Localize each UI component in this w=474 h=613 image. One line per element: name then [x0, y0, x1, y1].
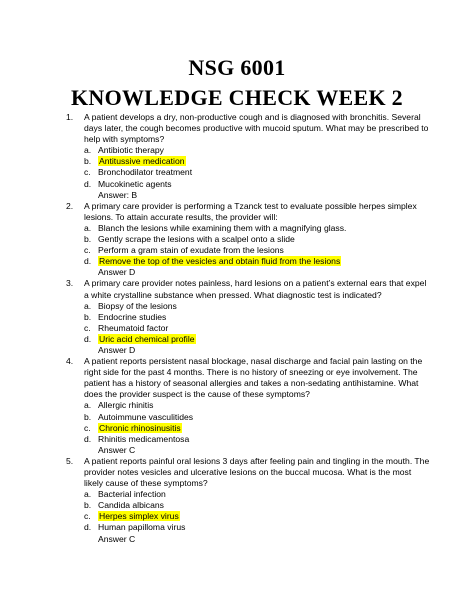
question-number: 5. [66, 455, 74, 466]
option-list [0, 489, 474, 533]
option-letter: c. [84, 167, 91, 178]
option-letter: b. [84, 500, 92, 511]
highlighted-option-text: Remove the top of the vesicles and obtain fluid from the lesions [99, 256, 341, 267]
question-item [0, 278, 474, 356]
answer-option [0, 156, 474, 167]
document-title: NSG 6001 [188, 55, 286, 80]
question-text: A patient reports painful oral lesions 3 days after feeling pain and tingling in the mouth. The provider notes vesicles and ulcerative lesions on the buccal mucosa. What is the most likely cause of these symptoms? [84, 455, 430, 489]
question-item [0, 201, 474, 279]
option-letter: d. [84, 256, 92, 267]
answer-option [0, 312, 474, 323]
answer-option [0, 234, 474, 245]
option-text: Perform a gram stain of exudate from the lesions [98, 245, 284, 256]
option-list [0, 400, 474, 444]
question-text: A patient reports persistent nasal blockage, nasal discharge and facial pain lasting on the right side for the past 4 months. There is no history of sneezing or eye involvement. The patient has a history of seasonal allergies and takes a non-sedating antihistamine. What does the provider suspect is the cause of these symptoms? [84, 356, 423, 400]
answer-key: Answer: B [98, 189, 138, 200]
question-list [0, 112, 474, 545]
question-number: 1. [66, 112, 74, 122]
option-letter: d. [84, 178, 92, 189]
option-letter: a. [84, 400, 92, 411]
option-text: Autoimmune vasculitides [98, 411, 194, 422]
option-letter: a. [84, 489, 92, 500]
option-letter: d. [84, 333, 92, 344]
option-text: Allergic rhinitis [98, 400, 154, 411]
option-letter: d. [84, 433, 92, 444]
answer-option [0, 323, 474, 334]
answer-option [0, 256, 474, 267]
highlighted-option-text: Antitussive medication [99, 156, 185, 167]
option-text: Mucokinetic agents [98, 178, 172, 189]
option-letter: b. [84, 311, 92, 322]
question-stem [0, 456, 474, 489]
option-text: Biopsy of the lesions [98, 300, 177, 311]
answer-option [0, 522, 474, 533]
answer-option [0, 400, 474, 411]
option-text: Candida albicans [98, 500, 164, 511]
option-letter: c. [84, 322, 91, 333]
option-letter: c. [84, 245, 91, 256]
answer-key: Answer C [98, 444, 136, 455]
option-list [0, 145, 474, 189]
question-stem [0, 278, 474, 300]
answer-option [0, 145, 474, 156]
answer-option [0, 223, 474, 234]
question-text: A primary care provider is performing a Tzanck test to evaluate possible herpes simplex lesions. To attain accurate results, the provider will: [84, 200, 417, 222]
option-letter: b. [84, 234, 92, 245]
highlighted-option-text: Herpes simplex virus [99, 511, 179, 522]
question-stem [0, 112, 474, 145]
option-letter: a. [84, 300, 92, 311]
question-text: A primary care provider notes painless, hard lesions on a patient’s external ears that expel a white crystalline substance when pressed. What diagnostic test is indicated? [84, 278, 427, 300]
question-number: 4. [66, 356, 74, 367]
answer-key: Answer C [98, 533, 136, 544]
option-text: Human papilloma virus [98, 522, 186, 533]
question-stem [0, 356, 474, 400]
answer-option [0, 412, 474, 423]
answer-option [0, 500, 474, 511]
option-letter: b. [84, 411, 92, 422]
option-letter: b. [84, 156, 92, 167]
question-number: 3. [66, 278, 74, 289]
answer-key: Answer D [98, 344, 136, 355]
question-number: 2. [66, 200, 74, 211]
option-text: Blanch the lesions while examining them with a magnifying glass. [98, 222, 347, 233]
answer-option [0, 245, 474, 256]
question-item [0, 112, 474, 201]
answer-option [0, 489, 474, 500]
answer-key: Answer D [98, 267, 136, 278]
answer-option [0, 511, 474, 522]
option-text: Rheumatoid factor [98, 322, 169, 333]
option-list [0, 223, 474, 267]
answer-option [0, 301, 474, 312]
question-item [0, 356, 474, 456]
option-letter: a. [84, 222, 92, 233]
option-letter: c. [84, 511, 91, 522]
option-letter: d. [84, 522, 92, 533]
answer-option [0, 179, 474, 190]
option-text: Bronchodilator treatment [98, 167, 193, 178]
option-text: Endocrine studies [98, 311, 167, 322]
question-text: A patient develops a dry, non-productive cough and is diagnosed with bronchitis. Several days later, the cough becomes productive with mucoid sputum. What may be prescribed to help with symptoms? [84, 112, 429, 145]
option-text: Rhinitis medicamentosa [98, 433, 190, 444]
answer-option [0, 334, 474, 345]
answer-option [0, 434, 474, 445]
highlighted-option-text: Uric acid chemical profile [99, 333, 195, 344]
document-subtitle: KNOWLEDGE CHECK WEEK 2 [71, 85, 403, 110]
option-letter: a. [84, 145, 92, 156]
question-stem [0, 201, 474, 223]
option-letter: c. [84, 422, 91, 433]
option-text: Antibiotic therapy [98, 145, 164, 156]
answer-option [0, 423, 474, 434]
option-text: Gently scrape the lesions with a scalpel onto a slide [98, 234, 295, 245]
question-item [0, 456, 474, 545]
option-list [0, 301, 474, 345]
answer-option [0, 167, 474, 178]
option-text: Bacterial infection [98, 489, 166, 500]
highlighted-option-text: Chronic rhinosinusitis [99, 422, 181, 433]
